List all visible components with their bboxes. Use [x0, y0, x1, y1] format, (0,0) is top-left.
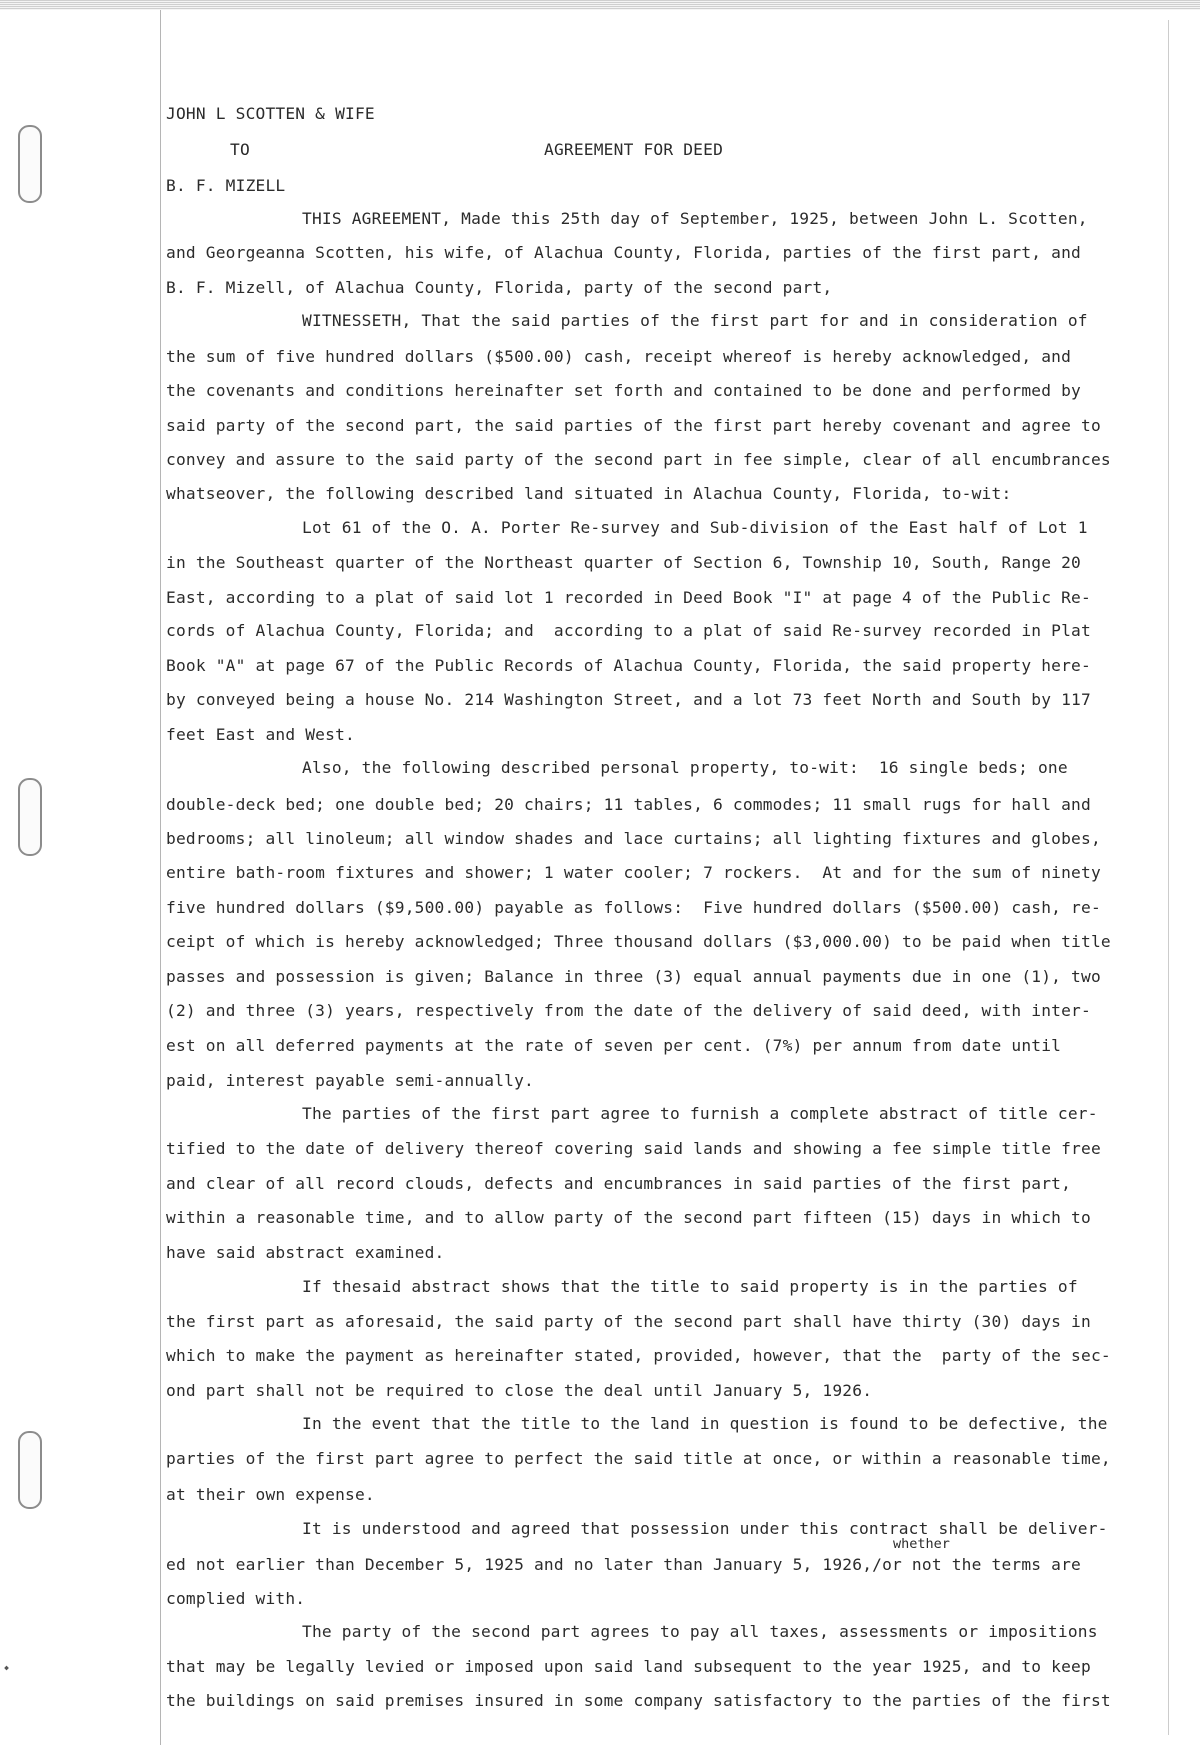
text-line: the sum of five hundred dollars ($500.00) cash, receipt whereof is hereby acknowledged, and: [166, 347, 1072, 366]
text-line: paid, interest payable semi-annually.: [166, 1071, 534, 1090]
handwritten-insertion: whether: [893, 1536, 950, 1552]
text-line: cords of Alachua County, Florida; and according to a plat of said Re-survey recorded in Plat: [166, 621, 1091, 640]
text-line: entire bath-room fixtures and shower; 1 water cooler; 7 rockers. At and for the sum of ninety: [166, 863, 1101, 882]
text-line: and Georgeanna Scotten, his wife, of Alachua County, Florida, parties of the first part, and: [166, 243, 1082, 262]
text-line: whatseover, the following described land situated in Alachua County, Florida, to-wit:: [166, 484, 1012, 503]
text-line: WITNESSETH, That the said parties of the first part for and in consideration of: [302, 311, 1088, 330]
text-line: The party of the second part agrees to pay all taxes, assessments or impositions: [302, 1622, 1098, 1641]
text-line: the buildings on said premises insured in some company satisfactory to the parties of the first: [166, 1691, 1111, 1710]
text-line: that may be legally levied or imposed upon said land subsequent to the year 1925, and to keep: [166, 1657, 1091, 1676]
text-line: The parties of the first part agree to furnish a complete abstract of title cer-: [302, 1104, 1098, 1123]
punch-hole-bottom: [18, 1431, 42, 1509]
text-line: feet East and West.: [166, 725, 355, 744]
text-line: convey and assure to the said party of the second part in fee simple, clear of all encumbrances: [166, 450, 1111, 469]
text-line: ond part shall not be required to close the deal until January 5, 1926.: [166, 1381, 873, 1400]
document-title: AGREEMENT FOR DEED: [544, 140, 724, 159]
margin-mark: ⬩: [4, 1660, 10, 1676]
text-line: If thesaid abstract shows that the title to said property is in the parties of: [302, 1277, 1078, 1296]
to-label: TO: [230, 140, 250, 159]
right-margin-line: [1168, 20, 1169, 1735]
punch-hole-middle: [18, 778, 42, 856]
text-line: five hundred dollars ($9,500.00) payable as follows: Five hundred dollars ($500.00) cash, re-: [166, 898, 1101, 917]
text-line: the first part as aforesaid, the said party of the second part shall have thirty (30) days in: [166, 1312, 1091, 1331]
text-line: passes and possession is given; Balance in three (3) equal annual payments due in one (1), two: [166, 967, 1101, 986]
text-line: double-deck bed; one double bed; 20 chairs; 11 tables, 6 commodes; 11 small rugs for hall and: [166, 795, 1091, 814]
text-line: East, according to a plat of said lot 1 recorded in Deed Book "I" at page 4 of the Public Re-: [166, 588, 1091, 607]
punch-hole-top: [18, 125, 42, 203]
text-line: est on all deferred payments at the rate of seven per cent. (7%) per annum from date until: [166, 1036, 1062, 1055]
text-line: (2) and three (3) years, respectively from the date of the delivery of said deed, with inter-: [166, 1001, 1091, 1020]
text-line: and clear of all record clouds, defects and encumbrances in said parties of the first part,: [166, 1174, 1072, 1193]
text-line: within a reasonable time, and to allow party of the second part fifteen (15) days in which to: [166, 1208, 1091, 1227]
grantor-name: JOHN L SCOTTEN & WIFE: [166, 104, 375, 123]
text-line: said party of the second part, the said parties of the first part hereby covenant and agree to: [166, 416, 1101, 435]
text-line: bedrooms; all linoleum; all window shades and lace curtains; all lighting fixtures and globes,: [166, 829, 1101, 848]
top-edge-rule: [0, 0, 1200, 10]
text-line: which to make the payment as hereinafter stated, provided, however, that the party of the sec-: [166, 1346, 1111, 1365]
text-line: at their own expense.: [166, 1485, 375, 1504]
text-line: tified to the date of delivery thereof covering said lands and showing a fee simple title free: [166, 1139, 1101, 1158]
grantee-name: B. F. MIZELL: [166, 176, 286, 195]
text-line: It is understood and agreed that possession under this contract shall be deliver-: [302, 1519, 1108, 1538]
text-line: ceipt of which is hereby acknowledged; Three thousand dollars ($3,000.00) to be paid when title: [166, 932, 1111, 951]
text-line: the covenants and conditions hereinafter set forth and contained to be done and performed by: [166, 381, 1082, 400]
text-line: THIS AGREEMENT, Made this 25th day of September, 1925, between John L. Scotten,: [302, 209, 1088, 228]
text-line: In the event that the title to the land in question is found to be defective, the: [302, 1414, 1108, 1433]
text-line: in the Southeast quarter of the Northeast quarter of Section 6, Township 10, South, Range 20: [166, 553, 1082, 572]
text-line: ed not earlier than December 5, 1925 and no later than January 5, 1926,/or not the terms are: [166, 1555, 1082, 1574]
text-line: Lot 61 of the O. A. Porter Re-survey and Sub-division of the East half of Lot 1: [302, 518, 1088, 537]
text-line: Book "A" at page 67 of the Public Records of Alachua County, Florida, the said property here-: [166, 656, 1091, 675]
text-line: complied with.: [166, 1589, 306, 1608]
text-line: B. F. Mizell, of Alachua County, Florida, party of the second part,: [166, 278, 833, 297]
text-line: Also, the following described personal property, to-wit: 16 single beds; one: [302, 758, 1068, 777]
text-line: by conveyed being a house No. 214 Washington Street, and a lot 73 feet North and South by 117: [166, 690, 1091, 709]
text-line: have said abstract examined.: [166, 1243, 445, 1262]
text-line: parties of the first part agree to perfect the said title at once, or within a reasonable time,: [166, 1449, 1111, 1468]
left-margin-line: [160, 10, 161, 1745]
